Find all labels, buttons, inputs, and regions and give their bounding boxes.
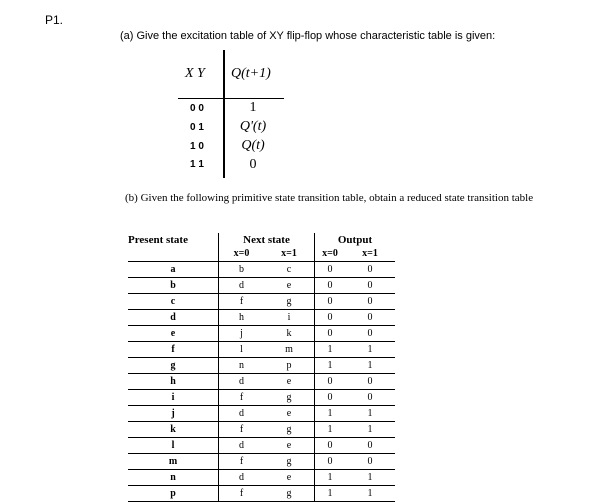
table-row <box>128 390 395 406</box>
state-transition-table <box>128 233 395 502</box>
char-table-xy: 1 0 <box>190 141 204 152</box>
output-header: Output <box>337 234 373 246</box>
next-state-x1-cell: p <box>264 358 315 374</box>
output-x1-cell: 0 <box>345 310 395 326</box>
output-x0-cell: 0 <box>315 454 346 470</box>
next-state-x0-cell: f <box>219 390 265 406</box>
next-state-x0-cell: b <box>219 262 265 278</box>
char-table-q: Q(t) <box>241 138 265 153</box>
present-state-cell: j <box>128 406 219 422</box>
present-state-cell: l <box>128 438 219 454</box>
present-state-cell: k <box>128 422 219 438</box>
table-row <box>128 470 395 486</box>
output-x0-cell: 0 <box>315 310 346 326</box>
next-state-x0-cell: d <box>219 278 265 294</box>
next-state-header: Next state <box>219 233 315 247</box>
table-row <box>128 342 395 358</box>
output-x0-cell: 0 <box>315 390 346 406</box>
next-state-x0-cell: d <box>219 406 265 422</box>
char-table-header-xy: X Y <box>185 66 205 81</box>
problem-label: P1. <box>45 13 64 27</box>
output-x1-cell: 1 <box>345 406 395 422</box>
table-row <box>128 278 395 294</box>
next-state-x0-cell: h <box>219 310 265 326</box>
output-x1-cell: 1 <box>345 486 395 502</box>
next-state-x1-cell: e <box>264 470 315 486</box>
present-state-cell: d <box>128 310 219 326</box>
output-x0-cell: 0 <box>315 326 346 342</box>
present-state-cell: g <box>128 358 219 374</box>
next-state-x1-cell: e <box>264 374 315 390</box>
output-x0-cell: 1 <box>315 422 346 438</box>
present-state-cell: b <box>128 278 219 294</box>
present-state-cell: c <box>128 294 219 310</box>
table-row <box>128 454 395 470</box>
next-state-x1-cell: m <box>264 342 315 358</box>
output-x1-cell: 0 <box>345 262 395 278</box>
output-x0-cell: 1 <box>315 470 346 486</box>
next-state-x1-cell: g <box>264 294 315 310</box>
next-state-x0-cell: j <box>219 326 265 342</box>
char-table-xy: 1 1 <box>190 159 204 170</box>
present-state-cell: p <box>128 486 219 502</box>
next-state-x1-cell: g <box>264 486 315 502</box>
next-state-x0-cell: n <box>219 358 265 374</box>
output-x1-cell: 0 <box>345 374 395 390</box>
next-state-x0-cell: d <box>219 470 265 486</box>
next-state-x1-cell: g <box>264 390 315 406</box>
output-x1-cell: 0 <box>345 294 395 310</box>
next-state-x0-cell: d <box>219 374 265 390</box>
present-state-cell: a <box>128 262 219 278</box>
out-x1-header: x=1 <box>345 247 395 262</box>
table-row <box>128 358 395 374</box>
next-state-x0-cell: d <box>219 438 265 454</box>
next-state-x1-cell: c <box>264 262 315 278</box>
output-x1-cell: 0 <box>345 278 395 294</box>
next-state-x1-cell: e <box>264 278 315 294</box>
output-x1-cell: 0 <box>345 438 395 454</box>
output-x1-cell: 1 <box>345 470 395 486</box>
sub-header-blank <box>128 247 219 262</box>
next-state-x1-cell: g <box>264 454 315 470</box>
char-table-divider-horizontal <box>178 98 284 99</box>
table-row <box>128 294 395 310</box>
table-row <box>128 374 395 390</box>
output-x0-cell: 0 <box>315 262 346 278</box>
present-state-cell: n <box>128 470 219 486</box>
table-row <box>128 406 395 422</box>
table-row <box>128 486 395 502</box>
next-state-x1-cell: i <box>264 310 315 326</box>
output-x0-cell: 0 <box>315 374 346 390</box>
output-x0-cell: 1 <box>315 358 346 374</box>
next-state-x0-cell: f <box>219 422 265 438</box>
output-x1-cell: 0 <box>345 390 395 406</box>
output-x0-cell: 0 <box>315 278 346 294</box>
present-state-cell: i <box>128 390 219 406</box>
output-x1-cell: 1 <box>345 342 395 358</box>
output-x0-cell: 0 <box>315 294 346 310</box>
present-state-cell: f <box>128 342 219 358</box>
table-row <box>128 438 395 454</box>
present-state-cell: h <box>128 374 219 390</box>
table-row <box>128 422 395 438</box>
next-state-x0-cell: l <box>219 342 265 358</box>
table-row <box>128 310 395 326</box>
output-x0-cell: 1 <box>315 342 346 358</box>
next-state-x1-cell: g <box>264 422 315 438</box>
next-state-x1-cell: k <box>264 326 315 342</box>
present-state-header: Present state <box>128 233 219 247</box>
char-table-q: 0 <box>249 157 257 172</box>
out-x0-header: x=0 <box>315 247 346 262</box>
output-x0-cell: 1 <box>315 406 346 422</box>
output-x1-cell: 1 <box>345 422 395 438</box>
next-state-x1-cell: e <box>264 406 315 422</box>
output-x1-cell: 0 <box>345 326 395 342</box>
present-state-cell: e <box>128 326 219 342</box>
output-x1-cell: 0 <box>345 454 395 470</box>
next-x0-header: x=0 <box>219 247 265 262</box>
output-x0-cell: 0 <box>315 438 346 454</box>
char-table-q: 1 <box>249 100 257 115</box>
table-row <box>128 262 395 278</box>
next-state-x0-cell: f <box>219 294 265 310</box>
next-x1-header: x=1 <box>264 247 315 262</box>
char-table-q: Q'(t) <box>239 119 267 134</box>
table-row <box>128 326 395 342</box>
next-state-x0-cell: f <box>219 486 265 502</box>
part-a-question: (a) Give the excitation table of XY flip-flop whose characteristic table is given: <box>120 30 496 42</box>
next-state-x1-cell: e <box>264 438 315 454</box>
char-table-xy: 0 1 <box>190 122 204 133</box>
output-x0-cell: 1 <box>315 486 346 502</box>
output-x1-cell: 1 <box>345 358 395 374</box>
present-state-cell: m <box>128 454 219 470</box>
next-state-x0-cell: f <box>219 454 265 470</box>
char-table-xy: 0 0 <box>190 103 204 114</box>
char-table-header-q: Q(t+1) <box>231 66 271 81</box>
part-b-question: (b) Given the following primitive state transition table, obtain a reduced state transition table <box>125 192 534 204</box>
